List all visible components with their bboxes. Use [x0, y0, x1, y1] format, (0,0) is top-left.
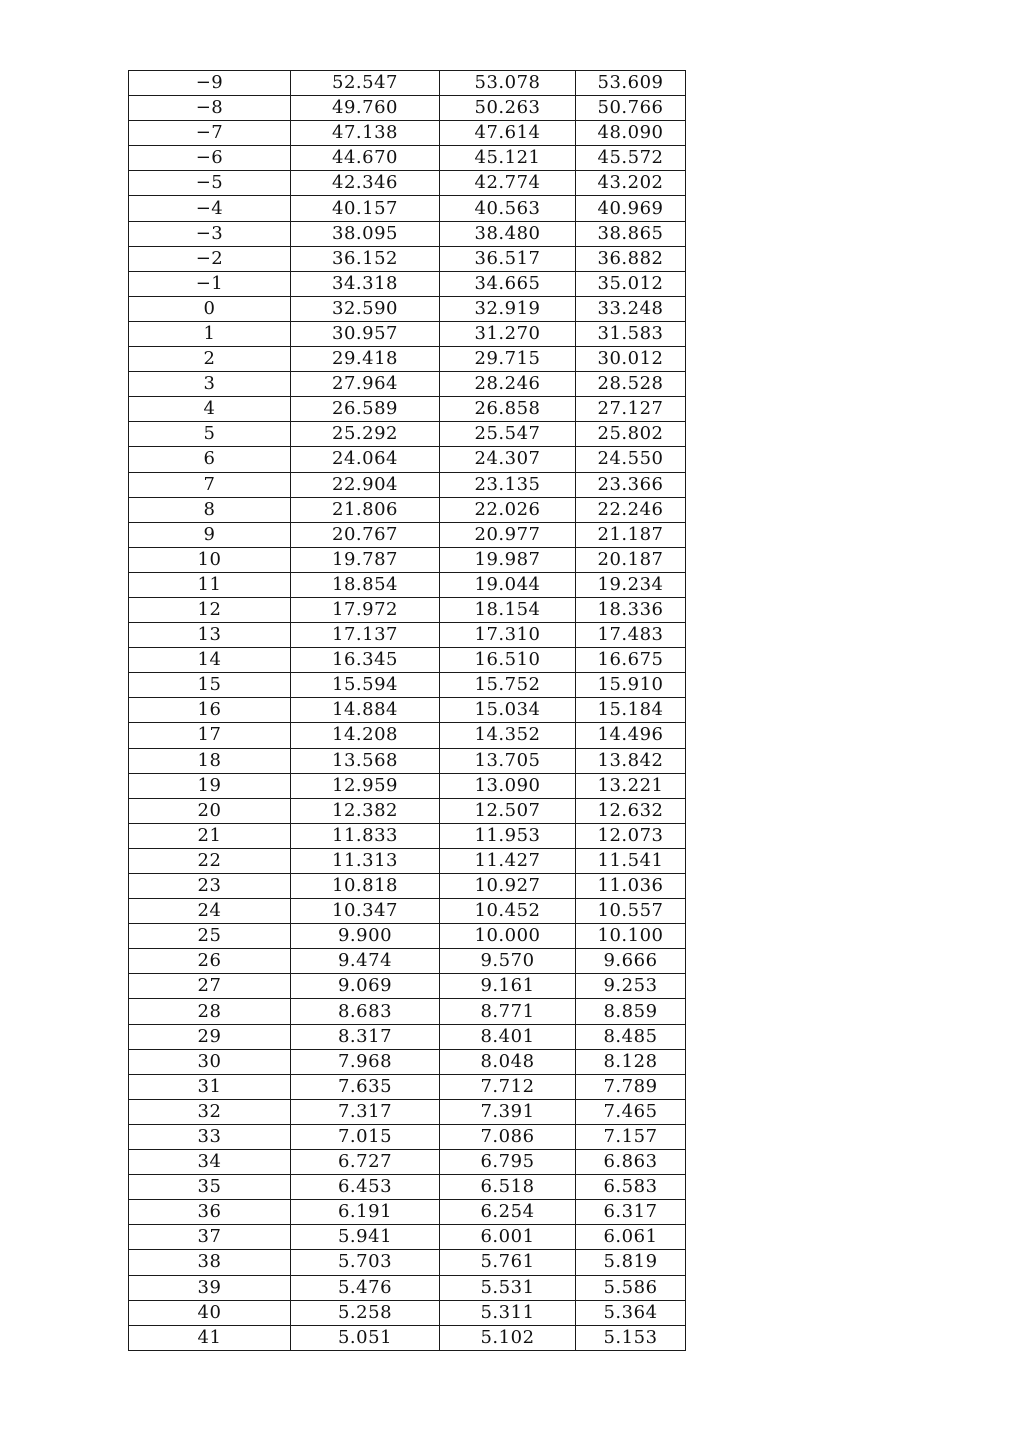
- value-cell-3: 18.336: [576, 597, 686, 622]
- value-cell-2: 34.665: [440, 271, 576, 296]
- table-row: [129, 623, 686, 648]
- value-cell-1: 17.972: [291, 597, 440, 622]
- value-cell-2: 16.510: [440, 648, 576, 673]
- temperature-cell: −6: [129, 146, 291, 171]
- value-cell-1: 12.382: [291, 798, 440, 823]
- value-cell-2: 29.715: [440, 347, 576, 372]
- value-cell-2: 42.774: [440, 171, 576, 196]
- temperature-cell: −5: [129, 171, 291, 196]
- temperature-cell: 25: [129, 924, 291, 949]
- table-row: [129, 723, 686, 748]
- table-row: [129, 96, 686, 121]
- temperature-cell: 40: [129, 1300, 291, 1325]
- table-row: [129, 597, 686, 622]
- value-cell-3: 7.157: [576, 1124, 686, 1149]
- table-row: [129, 1150, 686, 1175]
- value-cell-2: 45.121: [440, 146, 576, 171]
- value-cell-1: 10.818: [291, 874, 440, 899]
- value-cell-1: 27.964: [291, 372, 440, 397]
- value-cell-1: 7.968: [291, 1049, 440, 1074]
- temperature-cell: 10: [129, 547, 291, 572]
- value-cell-2: 38.480: [440, 221, 576, 246]
- value-cell-1: 22.904: [291, 472, 440, 497]
- value-cell-2: 31.270: [440, 321, 576, 346]
- value-cell-3: 35.012: [576, 271, 686, 296]
- value-cell-1: 26.589: [291, 397, 440, 422]
- value-cell-1: 13.568: [291, 748, 440, 773]
- value-cell-2: 11.953: [440, 823, 576, 848]
- value-cell-2: 22.026: [440, 497, 576, 522]
- table-row: [129, 974, 686, 999]
- value-cell-3: 13.221: [576, 773, 686, 798]
- temperature-cell: 2: [129, 347, 291, 372]
- value-cell-1: 25.292: [291, 422, 440, 447]
- table-row: [129, 1225, 686, 1250]
- value-cell-3: 8.485: [576, 1024, 686, 1049]
- value-cell-3: 23.366: [576, 472, 686, 497]
- value-cell-2: 7.712: [440, 1074, 576, 1099]
- value-cell-3: 13.842: [576, 748, 686, 773]
- value-cell-3: 6.061: [576, 1225, 686, 1250]
- value-cell-1: 34.318: [291, 271, 440, 296]
- value-cell-3: 15.910: [576, 673, 686, 698]
- temperature-cell: 26: [129, 949, 291, 974]
- value-cell-2: 17.310: [440, 623, 576, 648]
- value-cell-1: 5.941: [291, 1225, 440, 1250]
- temperature-cell: 13: [129, 623, 291, 648]
- value-cell-1: 19.787: [291, 547, 440, 572]
- value-cell-3: 9.253: [576, 974, 686, 999]
- temperature-cell: −4: [129, 196, 291, 221]
- value-cell-2: 15.034: [440, 698, 576, 723]
- temperature-cell: 28: [129, 999, 291, 1024]
- table-row: [129, 673, 686, 698]
- table-row: [129, 1300, 686, 1325]
- value-cell-3: 5.153: [576, 1325, 686, 1350]
- value-cell-3: 38.865: [576, 221, 686, 246]
- value-cell-3: 19.234: [576, 572, 686, 597]
- value-cell-2: 47.614: [440, 121, 576, 146]
- table-row: [129, 572, 686, 597]
- table-row: [129, 949, 686, 974]
- table-row: [129, 321, 686, 346]
- table-body: [129, 71, 686, 1351]
- data-table: [128, 70, 686, 1351]
- value-cell-3: 6.583: [576, 1175, 686, 1200]
- value-cell-1: 15.594: [291, 673, 440, 698]
- table-row: [129, 447, 686, 472]
- table-row: [129, 121, 686, 146]
- value-cell-2: 24.307: [440, 447, 576, 472]
- value-cell-1: 7.015: [291, 1124, 440, 1149]
- temperature-cell: 21: [129, 823, 291, 848]
- value-cell-1: 11.833: [291, 823, 440, 848]
- value-cell-1: 38.095: [291, 221, 440, 246]
- temperature-cell: 24: [129, 899, 291, 924]
- temperature-cell: 20: [129, 798, 291, 823]
- table-row: [129, 146, 686, 171]
- value-cell-1: 10.347: [291, 899, 440, 924]
- value-cell-2: 10.927: [440, 874, 576, 899]
- value-cell-3: 12.632: [576, 798, 686, 823]
- value-cell-2: 20.977: [440, 522, 576, 547]
- value-cell-3: 14.496: [576, 723, 686, 748]
- value-cell-2: 50.263: [440, 96, 576, 121]
- value-cell-1: 7.317: [291, 1099, 440, 1124]
- table-row: [129, 1175, 686, 1200]
- value-cell-1: 5.051: [291, 1325, 440, 1350]
- temperature-cell: 1: [129, 321, 291, 346]
- table-row: [129, 798, 686, 823]
- value-cell-3: 16.675: [576, 648, 686, 673]
- temperature-cell: 37: [129, 1225, 291, 1250]
- temperature-cell: 23: [129, 874, 291, 899]
- value-cell-1: 14.884: [291, 698, 440, 723]
- value-cell-2: 25.547: [440, 422, 576, 447]
- value-cell-1: 42.346: [291, 171, 440, 196]
- table-row: [129, 497, 686, 522]
- temperature-cell: 27: [129, 974, 291, 999]
- value-cell-3: 17.483: [576, 623, 686, 648]
- value-cell-3: 8.859: [576, 999, 686, 1024]
- temperature-cell: 8: [129, 497, 291, 522]
- table-row: [129, 472, 686, 497]
- table-row: [129, 171, 686, 196]
- temperature-cell: 4: [129, 397, 291, 422]
- value-cell-2: 5.761: [440, 1250, 576, 1275]
- temperature-cell: 41: [129, 1325, 291, 1350]
- table-row: [129, 196, 686, 221]
- temperature-cell: 22: [129, 848, 291, 873]
- temperature-cell: 32: [129, 1099, 291, 1124]
- temperature-cell: 7: [129, 472, 291, 497]
- value-cell-2: 5.531: [440, 1275, 576, 1300]
- value-cell-2: 10.000: [440, 924, 576, 949]
- temperature-cell: 34: [129, 1150, 291, 1175]
- value-cell-2: 6.001: [440, 1225, 576, 1250]
- value-cell-2: 28.246: [440, 372, 576, 397]
- value-cell-3: 43.202: [576, 171, 686, 196]
- value-cell-1: 6.453: [291, 1175, 440, 1200]
- value-cell-1: 9.069: [291, 974, 440, 999]
- value-cell-2: 40.563: [440, 196, 576, 221]
- value-cell-1: 36.152: [291, 246, 440, 271]
- temperature-cell: 19: [129, 773, 291, 798]
- temperature-cell: −2: [129, 246, 291, 271]
- value-cell-3: 30.012: [576, 347, 686, 372]
- temperature-cell: 5: [129, 422, 291, 447]
- temperature-cell: 29: [129, 1024, 291, 1049]
- temperature-cell: 17: [129, 723, 291, 748]
- value-cell-1: 49.760: [291, 96, 440, 121]
- value-cell-1: 52.547: [291, 71, 440, 96]
- table-row: [129, 648, 686, 673]
- value-cell-3: 20.187: [576, 547, 686, 572]
- value-cell-1: 20.767: [291, 522, 440, 547]
- table-row: [129, 397, 686, 422]
- value-cell-2: 13.090: [440, 773, 576, 798]
- value-cell-3: 10.557: [576, 899, 686, 924]
- temperature-cell: 18: [129, 748, 291, 773]
- value-cell-3: 22.246: [576, 497, 686, 522]
- value-cell-2: 32.919: [440, 296, 576, 321]
- value-cell-3: 28.528: [576, 372, 686, 397]
- value-cell-2: 14.352: [440, 723, 576, 748]
- temperature-cell: 0: [129, 296, 291, 321]
- value-cell-1: 21.806: [291, 497, 440, 522]
- value-cell-2: 11.427: [440, 848, 576, 873]
- table-row: [129, 1049, 686, 1074]
- value-cell-1: 9.900: [291, 924, 440, 949]
- value-cell-1: 11.313: [291, 848, 440, 873]
- value-cell-1: 12.959: [291, 773, 440, 798]
- table-row: [129, 246, 686, 271]
- value-cell-1: 18.854: [291, 572, 440, 597]
- table-row: [129, 547, 686, 572]
- value-cell-1: 16.345: [291, 648, 440, 673]
- table-row: [129, 874, 686, 899]
- temperature-cell: −1: [129, 271, 291, 296]
- value-cell-3: 9.666: [576, 949, 686, 974]
- value-cell-1: 8.317: [291, 1024, 440, 1049]
- value-cell-1: 14.208: [291, 723, 440, 748]
- value-cell-1: 9.474: [291, 949, 440, 974]
- value-cell-1: 6.191: [291, 1200, 440, 1225]
- temperature-cell: 38: [129, 1250, 291, 1275]
- table-row: [129, 372, 686, 397]
- value-cell-1: 5.703: [291, 1250, 440, 1275]
- temperature-cell: 12: [129, 597, 291, 622]
- temperature-cell: 36: [129, 1200, 291, 1225]
- value-cell-3: 40.969: [576, 196, 686, 221]
- value-cell-1: 6.727: [291, 1150, 440, 1175]
- value-cell-2: 18.154: [440, 597, 576, 622]
- value-cell-3: 15.184: [576, 698, 686, 723]
- value-cell-1: 44.670: [291, 146, 440, 171]
- value-cell-1: 30.957: [291, 321, 440, 346]
- temperature-cell: 33: [129, 1124, 291, 1149]
- value-cell-2: 6.795: [440, 1150, 576, 1175]
- table-row: [129, 347, 686, 372]
- value-cell-1: 5.476: [291, 1275, 440, 1300]
- temperature-cell: −3: [129, 221, 291, 246]
- value-cell-1: 47.138: [291, 121, 440, 146]
- value-cell-3: 5.364: [576, 1300, 686, 1325]
- value-cell-3: 48.090: [576, 121, 686, 146]
- table-row: [129, 271, 686, 296]
- value-cell-3: 5.819: [576, 1250, 686, 1275]
- value-cell-2: 6.518: [440, 1175, 576, 1200]
- table-row: [129, 71, 686, 96]
- value-cell-2: 5.311: [440, 1300, 576, 1325]
- temperature-cell: 3: [129, 372, 291, 397]
- temperature-cell: 30: [129, 1049, 291, 1074]
- table-row: [129, 1024, 686, 1049]
- value-cell-3: 6.317: [576, 1200, 686, 1225]
- value-cell-2: 5.102: [440, 1325, 576, 1350]
- value-cell-2: 8.048: [440, 1049, 576, 1074]
- value-cell-3: 27.127: [576, 397, 686, 422]
- value-cell-2: 9.570: [440, 949, 576, 974]
- table-row: [129, 999, 686, 1024]
- value-cell-2: 36.517: [440, 246, 576, 271]
- table-row: [129, 823, 686, 848]
- value-cell-2: 7.391: [440, 1099, 576, 1124]
- value-cell-2: 15.752: [440, 673, 576, 698]
- value-cell-3: 5.586: [576, 1275, 686, 1300]
- table-row: [129, 1250, 686, 1275]
- value-cell-3: 36.882: [576, 246, 686, 271]
- value-cell-1: 32.590: [291, 296, 440, 321]
- table-row: [129, 221, 686, 246]
- table-row: [129, 522, 686, 547]
- table-row: [129, 773, 686, 798]
- table-row: [129, 422, 686, 447]
- value-cell-2: 26.858: [440, 397, 576, 422]
- temperature-cell: 14: [129, 648, 291, 673]
- value-cell-3: 21.187: [576, 522, 686, 547]
- temperature-cell: 9: [129, 522, 291, 547]
- value-cell-2: 8.401: [440, 1024, 576, 1049]
- table-row: [129, 899, 686, 924]
- value-cell-2: 6.254: [440, 1200, 576, 1225]
- temperature-cell: 35: [129, 1175, 291, 1200]
- table-row: [129, 1200, 686, 1225]
- value-cell-3: 31.583: [576, 321, 686, 346]
- table-row: [129, 748, 686, 773]
- value-cell-1: 5.258: [291, 1300, 440, 1325]
- value-cell-3: 6.863: [576, 1150, 686, 1175]
- value-cell-3: 11.541: [576, 848, 686, 873]
- table-row: [129, 1099, 686, 1124]
- value-cell-2: 9.161: [440, 974, 576, 999]
- temperature-cell: 15: [129, 673, 291, 698]
- value-cell-3: 33.248: [576, 296, 686, 321]
- value-cell-2: 10.452: [440, 899, 576, 924]
- value-cell-3: 53.609: [576, 71, 686, 96]
- value-cell-2: 23.135: [440, 472, 576, 497]
- value-cell-2: 19.044: [440, 572, 576, 597]
- temperature-cell: 16: [129, 698, 291, 723]
- value-cell-3: 45.572: [576, 146, 686, 171]
- value-cell-2: 12.507: [440, 798, 576, 823]
- value-cell-2: 7.086: [440, 1124, 576, 1149]
- table-row: [129, 1124, 686, 1149]
- value-cell-3: 8.128: [576, 1049, 686, 1074]
- value-cell-1: 8.683: [291, 999, 440, 1024]
- value-cell-1: 40.157: [291, 196, 440, 221]
- table-row: [129, 848, 686, 873]
- temperature-cell: 39: [129, 1275, 291, 1300]
- value-cell-2: 53.078: [440, 71, 576, 96]
- value-cell-2: 13.705: [440, 748, 576, 773]
- temperature-cell: −9: [129, 71, 291, 96]
- value-cell-3: 12.073: [576, 823, 686, 848]
- value-cell-1: 29.418: [291, 347, 440, 372]
- table-row: [129, 924, 686, 949]
- value-cell-1: 17.137: [291, 623, 440, 648]
- value-cell-3: 50.766: [576, 96, 686, 121]
- table-row: [129, 1074, 686, 1099]
- temperature-cell: 31: [129, 1074, 291, 1099]
- value-cell-3: 7.465: [576, 1099, 686, 1124]
- table-row: [129, 1275, 686, 1300]
- value-cell-3: 24.550: [576, 447, 686, 472]
- value-cell-3: 11.036: [576, 874, 686, 899]
- value-cell-2: 8.771: [440, 999, 576, 1024]
- value-cell-1: 7.635: [291, 1074, 440, 1099]
- value-cell-2: 19.987: [440, 547, 576, 572]
- table-row: [129, 296, 686, 321]
- table-row: [129, 1325, 686, 1350]
- temperature-cell: 6: [129, 447, 291, 472]
- value-cell-3: 25.802: [576, 422, 686, 447]
- value-cell-1: 24.064: [291, 447, 440, 472]
- table-row: [129, 698, 686, 723]
- temperature-cell: 11: [129, 572, 291, 597]
- value-cell-3: 10.100: [576, 924, 686, 949]
- value-cell-3: 7.789: [576, 1074, 686, 1099]
- temperature-cell: −7: [129, 121, 291, 146]
- temperature-cell: −8: [129, 96, 291, 121]
